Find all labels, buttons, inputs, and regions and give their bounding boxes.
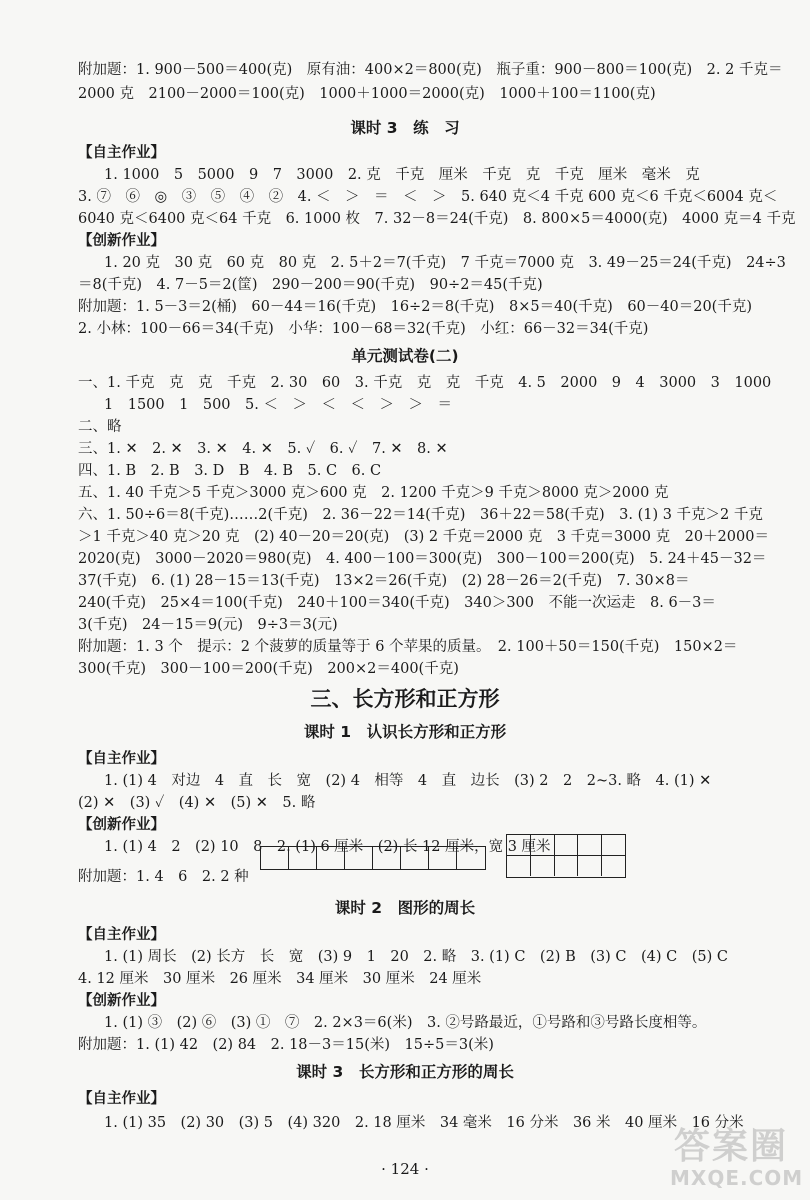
text-line: 300(千克) 300－100＝200(千克) 200×2＝400(千克) xyxy=(78,661,459,677)
section-tag: 【自主作业】 xyxy=(78,1091,165,1107)
text-line: 1. 20 克 30 克 60 克 80 克 2. 5＋2＝7(千克) 7 千克＝7000 克 3. 49－25＝24(千克) 24÷3 xyxy=(104,255,786,271)
text-line: 2020(克) 3000－2020＝980(克) 4. 400－100＝300(克) 300－100＝200(克) 5. 24＋45－32＝ xyxy=(78,551,767,567)
text-line: 1. (1) 4 对边 4 直 长 宽 (2) 4 相等 4 直 边长 (3) 2 2 2~3. 略 4. (1) ✕ xyxy=(104,773,712,789)
text-line: 五、1. 40 千克＞5 千克＞3000 克＞600 克 2. 1200 千克＞9 千克＞8000 克＞2000 克 xyxy=(78,485,669,501)
section-tag: 【创新作业】 xyxy=(78,233,165,249)
text-line: 1. (1) 35 (2) 30 (3) 5 (4) 320 2. 18 厘米 34 毫米 16 分米 36 米 40 厘米 16 分米 xyxy=(104,1115,744,1131)
text-line: 附加题：1. 4 6 2. 2 种 xyxy=(78,869,249,885)
text-line: 240(千克) 25×4＝100(千克) 240＋100＝340(千克) 340＞300 不能一次运走 8. 6－3＝ xyxy=(78,595,716,611)
section-title: 课时 2 图形的周长 xyxy=(334,899,476,917)
section-tag: 【创新作业】 xyxy=(78,993,165,1009)
text-line: (2) ✕ (3) ✓ (4) ✕ (5) ✕ 5. 略 xyxy=(78,795,316,811)
section-title: 课时 1 认识长方形和正方形 xyxy=(303,723,507,741)
section-tag: 【创新作业】 xyxy=(78,817,165,833)
text-line: 6040 克＜6400 克＜64 千克 6. 1000 枚 7. 32－8＝24(千克) 8. 800×5＝4000(克) 4000 克＝4 千克 xyxy=(78,211,796,227)
text-line: ＝8(千克) 4. 7－5＝2(筐) 290－200＝90(千克) 90÷2＝45(千克) xyxy=(78,277,543,293)
text-line: 二、略 xyxy=(78,419,122,435)
text-line: 3. ⑦ ⑥ ◎ ③ ⑤ ④ ② 4. ＜ ＞ ＝ ＜ ＞ 5. 640 克＜4 千克 600 克＜6 千克＜6004 克＜ xyxy=(78,189,778,205)
section-title: 课时 3 练 习 xyxy=(350,119,460,137)
text-line: 附加题：1. 5－3＝2(桶) 60－44＝16(千克) 16÷2＝8(千克) 8×5＝40(千克) 60－40＝20(千克) xyxy=(78,299,752,315)
text-line: 四、1. B 2. B 3. D B 4. B 5. C 6. C xyxy=(78,463,382,479)
chapter-title: 三、长方形和正方形 xyxy=(310,687,500,711)
page-number: · 124 · xyxy=(381,1160,429,1178)
rectangle-grid-figure xyxy=(260,846,486,870)
text-line: 一、1. 千克 克 克 千克 2. 30 60 3. 千克 克 克 千克 4. 5 2000 9 4 3000 3 1000 xyxy=(78,375,772,391)
text-line: 4. 12 厘米 30 厘米 26 厘米 34 厘米 30 厘米 24 厘米 xyxy=(78,971,482,987)
section-tag: 【自主作业】 xyxy=(78,927,165,943)
text-line: 3(千克) 24－15＝9(元) 9÷3＝3(元) xyxy=(78,617,338,633)
text-line: 1. (1) 周长 (2) 长方 长 宽 (3) 9 1 20 2. 略 3. (1) C (2) B (3) C (4) C (5) C xyxy=(104,949,728,965)
section-tag: 【自主作业】 xyxy=(78,751,165,767)
text-line: 37(千克) 6. (1) 28－15＝13(千克) 13×2＝26(千克) (2) 28－26＝2(千克) 7. 30×8＝ xyxy=(78,573,690,589)
text-line: 附加题：1. (1) 42 (2) 84 2. 18－3＝15(米) 15÷5＝3(米) xyxy=(78,1037,494,1053)
text-line: 1. 1000 5 5000 9 7 3000 2. 克 千克 厘米 千克 克 千克 厘米 毫米 克 xyxy=(104,167,700,183)
text-line: 附加题：1. 3 个 提示：2 个菠萝的质量等于 6 个苹果的质量。 2. 100＋50＝150(千克) 150×2＝ xyxy=(78,639,738,655)
section-title: 单元测试卷(二) xyxy=(351,347,459,365)
text-line: 2000 克 2100－2000＝100(克) 1000＋1000＝2000(克) 1000＋100＝1100(克) xyxy=(78,86,656,102)
text-line: 附加题：1. 900－500＝400(克) 原有油：400×2＝800(克) 瓶子重：900－800＝100(克) 2. 2 千克＝ xyxy=(78,62,783,78)
square-grid-figure xyxy=(506,834,626,878)
text-line: 1. (1) ③ (2) ⑥ (3) ① ⑦ 2. 2×3＝6(米) 3. ②号路最近，①号路和③号路长度相等。 xyxy=(104,1015,707,1031)
section-title: 课时 3 长方形和正方形的周长 xyxy=(296,1063,514,1081)
watermark-logo xyxy=(664,1118,804,1194)
section-tag: 【自主作业】 xyxy=(78,145,165,161)
text-line: 六、1. 50÷6＝8(千克)……2(千克) 2. 36－22＝14(千克) 36＋22＝58(千克) 3. (1) 3 千克＞2 千克 xyxy=(78,507,763,523)
text-line: 2. 小林：100－66＝34(千克) 小华：100－68＝32(千克) 小红：66－32＝34(千克) xyxy=(78,321,649,337)
watermark-url: MXQE.COM xyxy=(670,1166,804,1190)
text-line: ＞1 千克＞40 克＞20 克 (2) 40－20＝20(克) (3) 2 千克＝2000 克 3 千克＝3000 克 20＋2000＝ xyxy=(78,529,769,545)
text-line: 三、1. ✕ 2. ✕ 3. ✕ 4. ✕ 5. ✓ 6. ✓ 7. ✕ 8. ✕ xyxy=(78,441,448,457)
watermark-text: 答案圈 xyxy=(674,1126,789,1167)
text-line: 1 1500 1 500 5. ＜ ＞ ＜ ＜ ＞ ＞ ＝ xyxy=(104,397,452,413)
text-line: 1. (1) 4 2 (2) 10 8 2. (1) 6 厘米 (2) 长 12 厘米，宽 3 厘米 xyxy=(104,839,551,855)
